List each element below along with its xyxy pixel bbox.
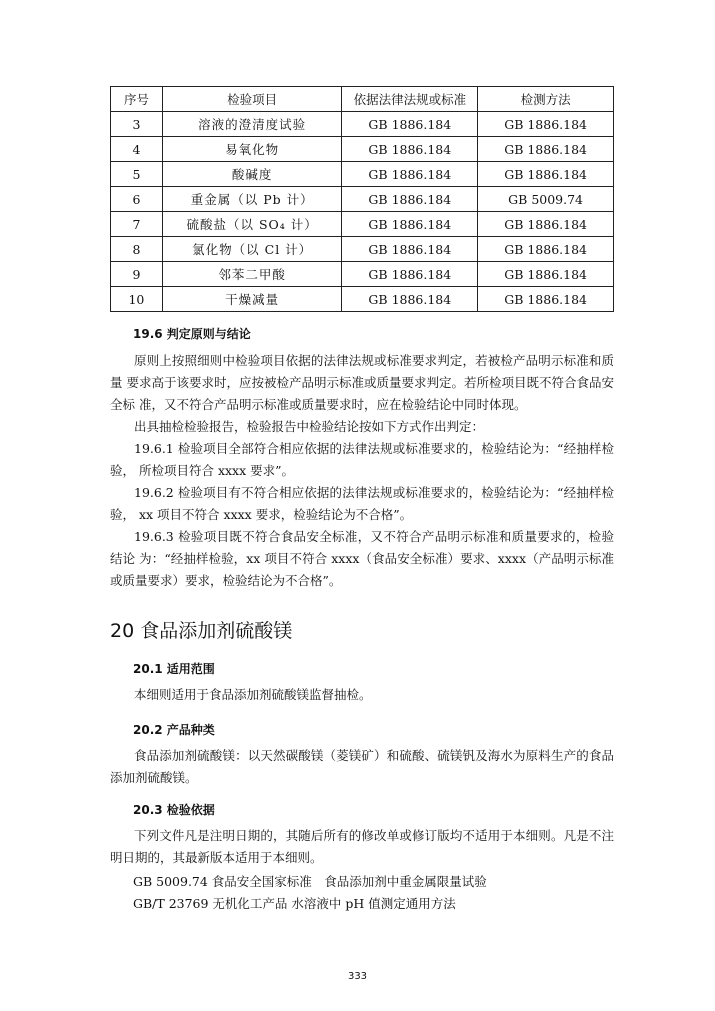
table-row (111, 212, 614, 237)
inspection-items-table (110, 86, 614, 312)
row-item: 易氧化物 (162, 137, 342, 162)
row-seq: 8 (111, 237, 163, 262)
row-method: GB 1886.184 (478, 162, 614, 187)
row-seq: 5 (111, 162, 163, 187)
row-seq: 3 (111, 112, 163, 137)
row-basis: GB 1886.184 (342, 237, 478, 262)
reference-gb-t-23769: GB/T 23769 无机化工产品 水溶液中 pH 值测定通用方法 (133, 896, 456, 911)
row-basis: GB 1886.184 (342, 212, 478, 237)
row-seq: 10 (111, 287, 163, 312)
row-basis: GB 1886.184 (342, 162, 478, 187)
section-heading-19-6: 19.6 判定原则与结论 (133, 327, 251, 341)
row-method: GB 1886.184 (478, 212, 614, 237)
row-seq: 9 (111, 262, 163, 287)
row-seq: 4 (111, 137, 163, 162)
row-seq: 6 (111, 187, 163, 212)
row-method: GB 1886.184 (478, 112, 614, 137)
header-basis: 依据法律法规或标准 (342, 87, 478, 112)
row-method: GB 1886.184 (478, 237, 614, 262)
header-item: 检验项目 (162, 87, 342, 112)
row-item: 溶液的澄清度试验 (162, 112, 342, 137)
header-method: 检测方法 (478, 87, 614, 112)
row-basis: GB 1886.184 (342, 262, 478, 287)
paragraph-product-types: 食品添加剂硫酸镁：以天然碳酸镁（菱镁矿）和硫酸、硫镁钒及海水为原料生产的食品添加剂硫酸镁。 (110, 748, 614, 785)
reference-gb-5009-74: GB 5009.74 食品安全国家标准 食品添加剂中重金属限量试验 (133, 874, 487, 889)
paragraph-report-intro: 出具抽检检验报告，检验报告中检验结论按如下方式作出判定： (134, 419, 485, 434)
paragraph-basis: 下列文件凡是注明日期的，其随后所有的修改单或修订版均不适用于本细则。凡是不注明日期的，其最新版本适用于本细则。 (110, 828, 614, 865)
table-row (111, 262, 614, 287)
row-item: 邻苯二甲酸 (162, 262, 342, 287)
row-item: 氯化物（以 Cl 计） (162, 237, 342, 262)
table-row (111, 162, 614, 187)
row-item: 重金属（以 Pb 计） (162, 187, 342, 212)
row-item: 干燥减量 (162, 287, 342, 312)
table-header-row (111, 87, 614, 112)
table-row (111, 237, 614, 262)
row-method: GB 1886.184 (478, 262, 614, 287)
row-basis: GB 1886.184 (342, 112, 478, 137)
row-basis: GB 1886.184 (342, 187, 478, 212)
table-row (111, 112, 614, 137)
table-row (111, 287, 614, 312)
header-seq: 序号 (111, 87, 163, 112)
paragraph-19-6-2: 19.6.2 检验项目有不符合相应依据的法律法规或标准要求的，检验结论为：“经抽样检验， xx 项目不符合 xxxx 要求，检验结论为不合格”。 (110, 485, 614, 522)
row-basis: GB 1886.184 (342, 137, 478, 162)
row-method: GB 5009.74 (478, 187, 614, 212)
paragraph-judgment-principle: 原则上按照细则中检验项目依据的法律法规或标准要求判定，若被检产品明示标准和质量 要求高于该要求时，应按被检产品明示标准或质量要求判定。若所检项目既不符合食品安全标 准，又不符合产品明示标准或质量要求时，应在检验结论中同时体现。 (110, 353, 614, 412)
paragraph-scope: 本细则适用于食品添加剂硫酸镁监督抽检。 (134, 687, 372, 702)
row-item: 硫酸盐（以 SO₄ 计） (162, 212, 342, 237)
chapter-title-20: 20 食品添加剂硫酸镁 (110, 620, 293, 642)
table-row (111, 187, 614, 212)
row-basis: GB 1886.184 (342, 287, 478, 312)
section-heading-20-1: 20.1 适用范围 (133, 662, 215, 676)
row-item: 酸碱度 (162, 162, 342, 187)
paragraph-19-6-1: 19.6.1 检验项目全部符合相应依据的法律法规或标准要求的，检验结论为：“经抽样检验， 所检项目符合 xxxx 要求”。 (110, 441, 614, 478)
row-method: GB 1886.184 (478, 287, 614, 312)
page-number: 333 (347, 971, 368, 982)
row-seq: 7 (111, 212, 163, 237)
section-heading-20-2: 20.2 产品种类 (133, 723, 215, 737)
row-method: GB 1886.184 (478, 137, 614, 162)
paragraph-19-6-3: 19.6.3 检验项目既不符合食品安全标准，又不符合产品明示标准和质量要求的，检验结论 为：“经抽样检验，xx 项目不符合 xxxx（食品安全标准）要求、xxxx（产品明示标准或质量要求）要求，检验结论为不合格”。 (110, 529, 614, 588)
section-heading-20-3: 20.3 检验依据 (133, 803, 215, 817)
table-row (111, 137, 614, 162)
